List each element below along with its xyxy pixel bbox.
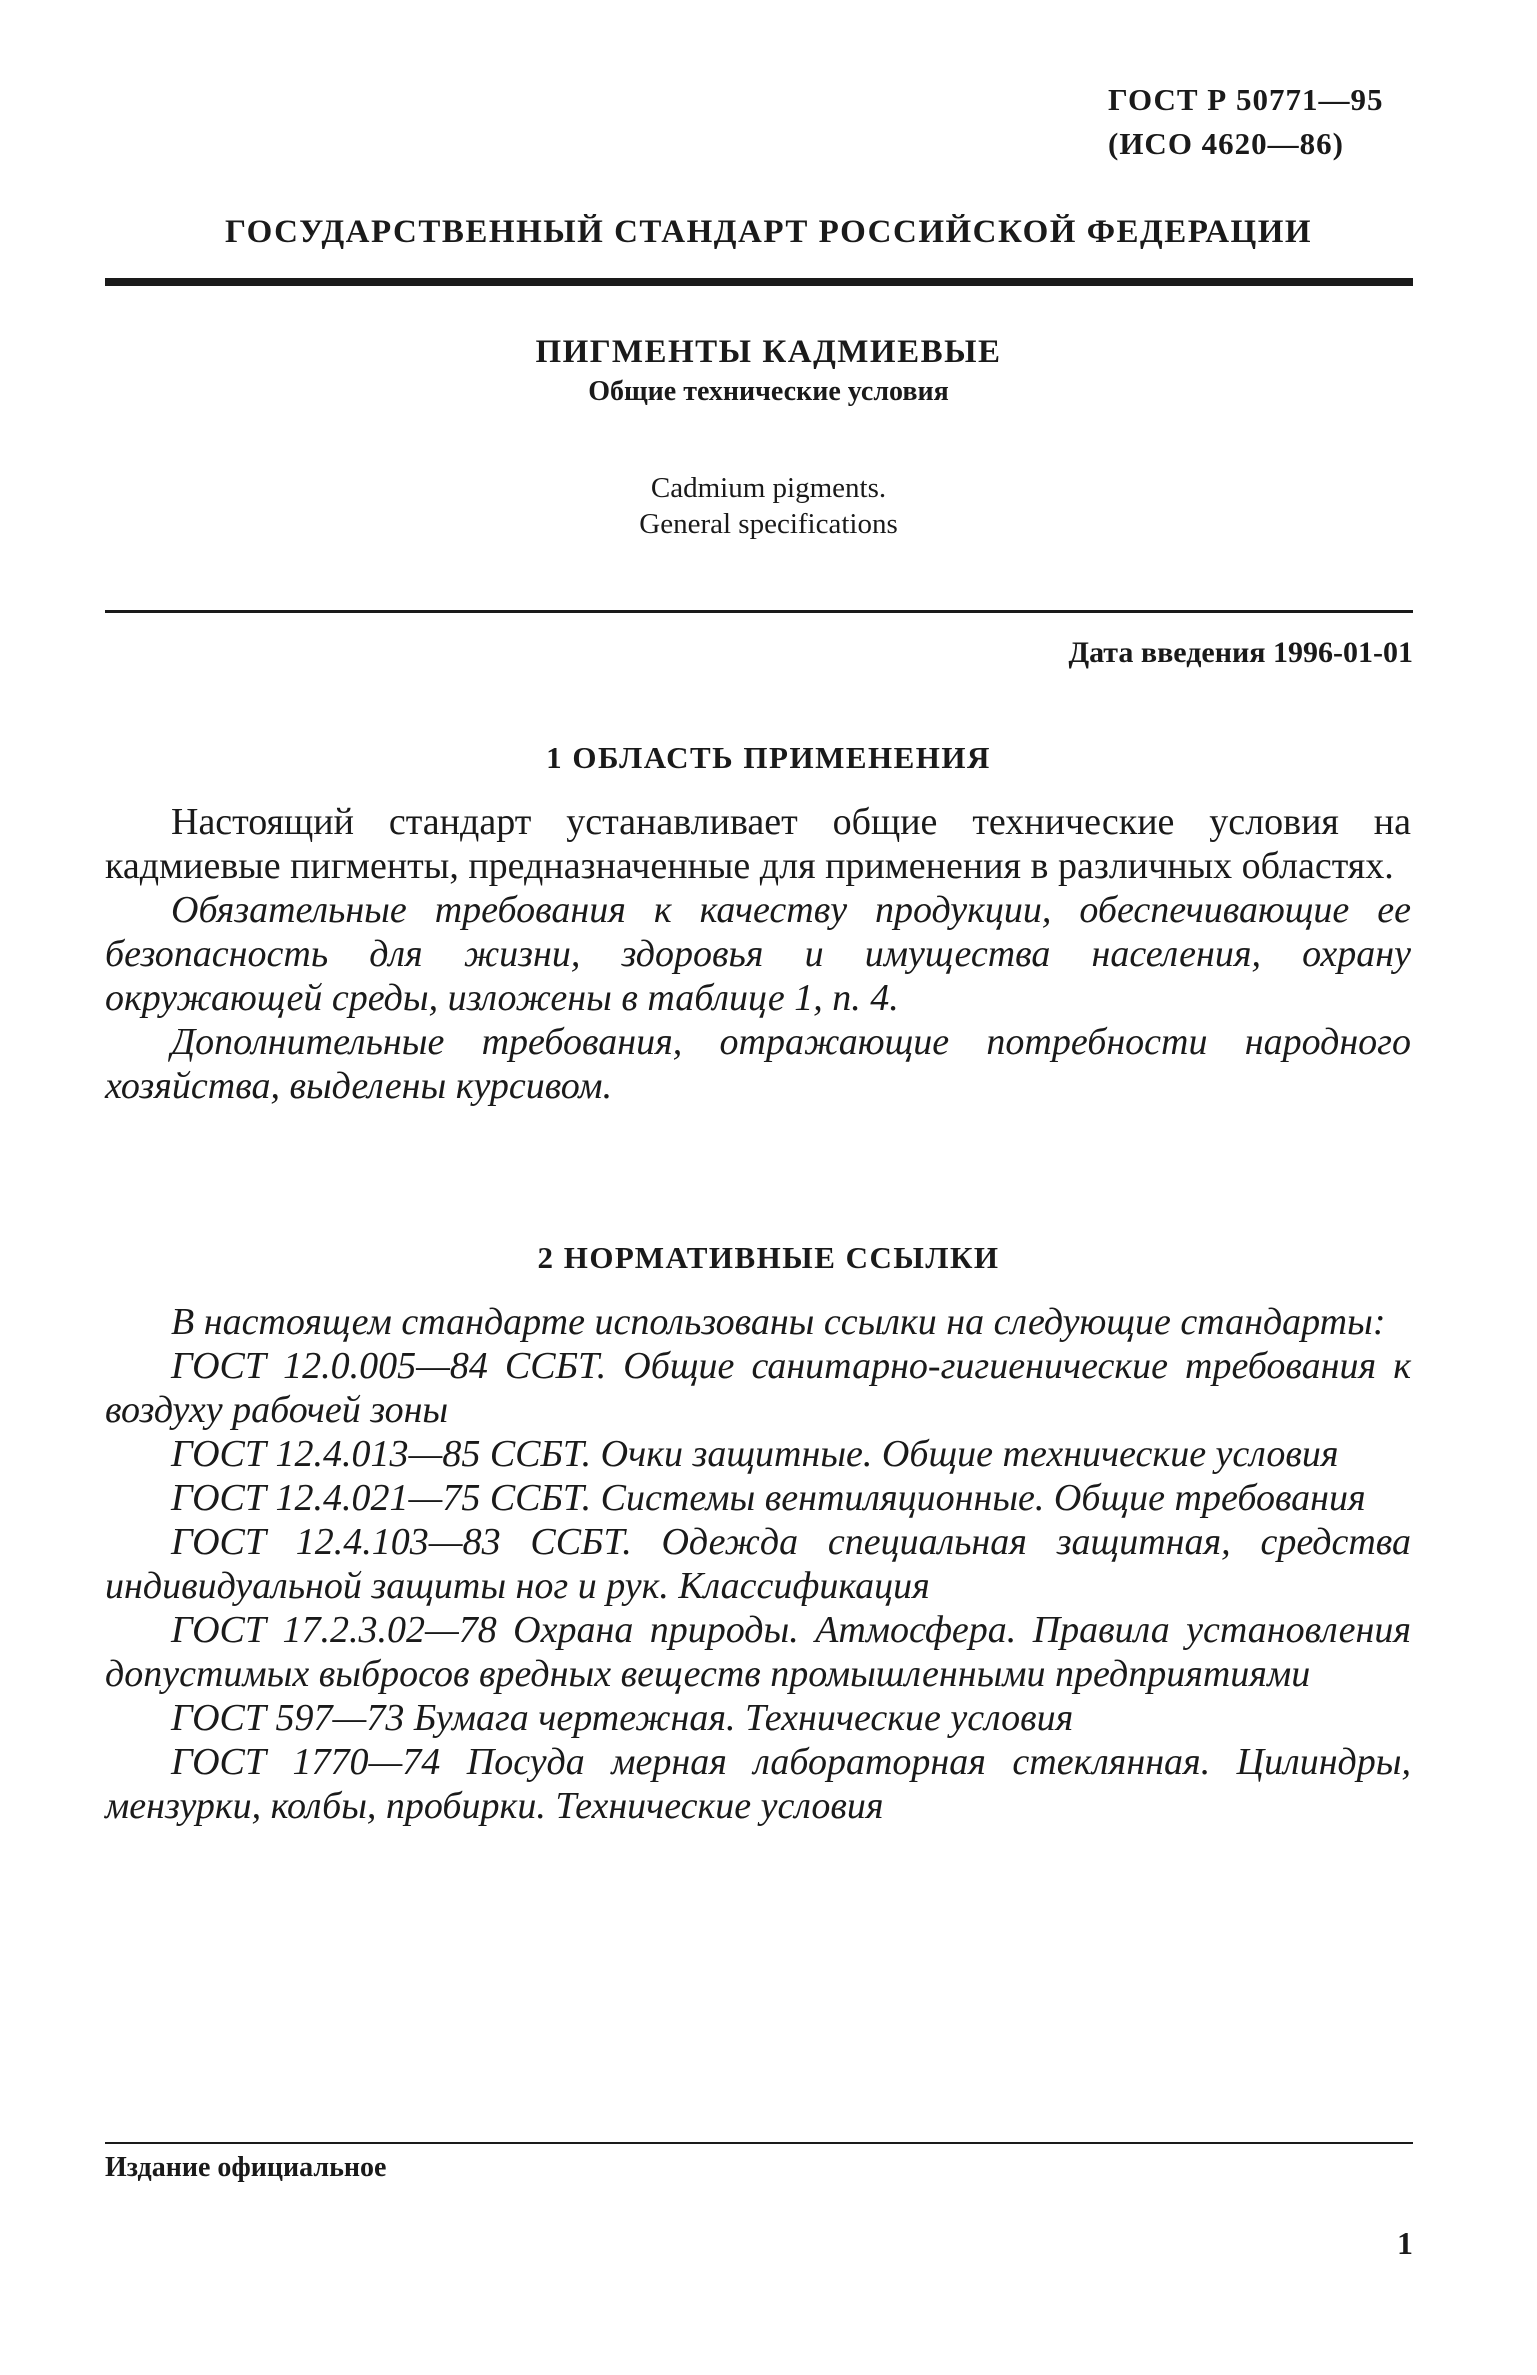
reference-item: ГОСТ 597—73 Бумага чертежная. Технические условия (171, 1697, 1074, 1739)
footer-divider (105, 2142, 1413, 2144)
section-2-heading: 2 НОРМАТИВНЫЕ ССЫЛКИ (537, 1240, 1000, 1275)
reference-item: ГОСТ 1770—74 Посуда мерная лабораторная стеклянная. Цилиндры, мензурки, колбы, пробирки. Технические условия (105, 1741, 1411, 1827)
document-subtitle: Общие технические условия (588, 376, 949, 407)
section-1-body (105, 800, 1411, 1108)
paragraph: Обязательные требования к качеству продукции, обеспечивающие ее безопасность для жизни, здоровья и имущества населения, охрану окружающей среды, изложены в таблице 1, п. 4. (105, 889, 1411, 1019)
english-title-line: General specifications (639, 508, 898, 540)
document-title: ПИГМЕНТЫ КАДМИЕВЫЕ (535, 334, 1002, 370)
section-2-body (105, 1300, 1411, 1828)
section-1-heading: 1 ОБЛАСТЬ ПРИМЕНЕНИЯ (546, 740, 991, 775)
reference-item: ГОСТ 12.4.013—85 ССБТ. Очки защитные. Общие технические условия (171, 1433, 1339, 1475)
state-standard-title: ГОСУДАРСТВЕННЫЙ СТАНДАРТ РОССИЙСКОЙ ФЕДЕРАЦИИ (224, 214, 1313, 250)
paragraph: Дополнительные требования, отражающие потребности народного хозяйства, выделены курсивом. (105, 1021, 1411, 1107)
paragraph: В настоящем стандарте использованы ссылки на следующие стандарты: (171, 1301, 1386, 1343)
english-title (105, 470, 1432, 542)
reference-item: ГОСТ 12.0.005—84 ССБТ. Общие санитарно-гигиенические требования к воздуху рабочей зоны (105, 1345, 1411, 1431)
gost-number: ГОСТ Р 50771—95 (1108, 82, 1384, 117)
reference-item: ГОСТ 12.4.103—83 ССБТ. Одежда специальная защитная, средства индивидуальной защиты ног и рук. Классификация (105, 1521, 1411, 1607)
reference-item: ГОСТ 12.4.021—75 ССБТ. Системы вентиляционные. Общие требования (171, 1477, 1366, 1519)
edition-note: Издание официальное (105, 2152, 387, 2183)
iso-number: (ИСО 4620—86) (1108, 126, 1345, 161)
introduction-date: Дата введения 1996-01-01 (1068, 636, 1413, 669)
title-divider (105, 610, 1413, 613)
paragraph: Настоящий стандарт устанавливает общие технические условия на кадмиевые пигменты, предназначенные для применения в различных областях. (105, 801, 1411, 887)
page-number: 1 (1397, 2225, 1413, 2261)
english-title-line: Cadmium pigments. (650, 472, 887, 504)
reference-item: ГОСТ 17.2.3.02—78 Охрана природы. Атмосфера. Правила установления допустимых выбросов вредных веществ промышленными предприятиями (105, 1609, 1411, 1695)
header-divider (105, 278, 1413, 286)
gost-code-block (1108, 78, 1383, 166)
